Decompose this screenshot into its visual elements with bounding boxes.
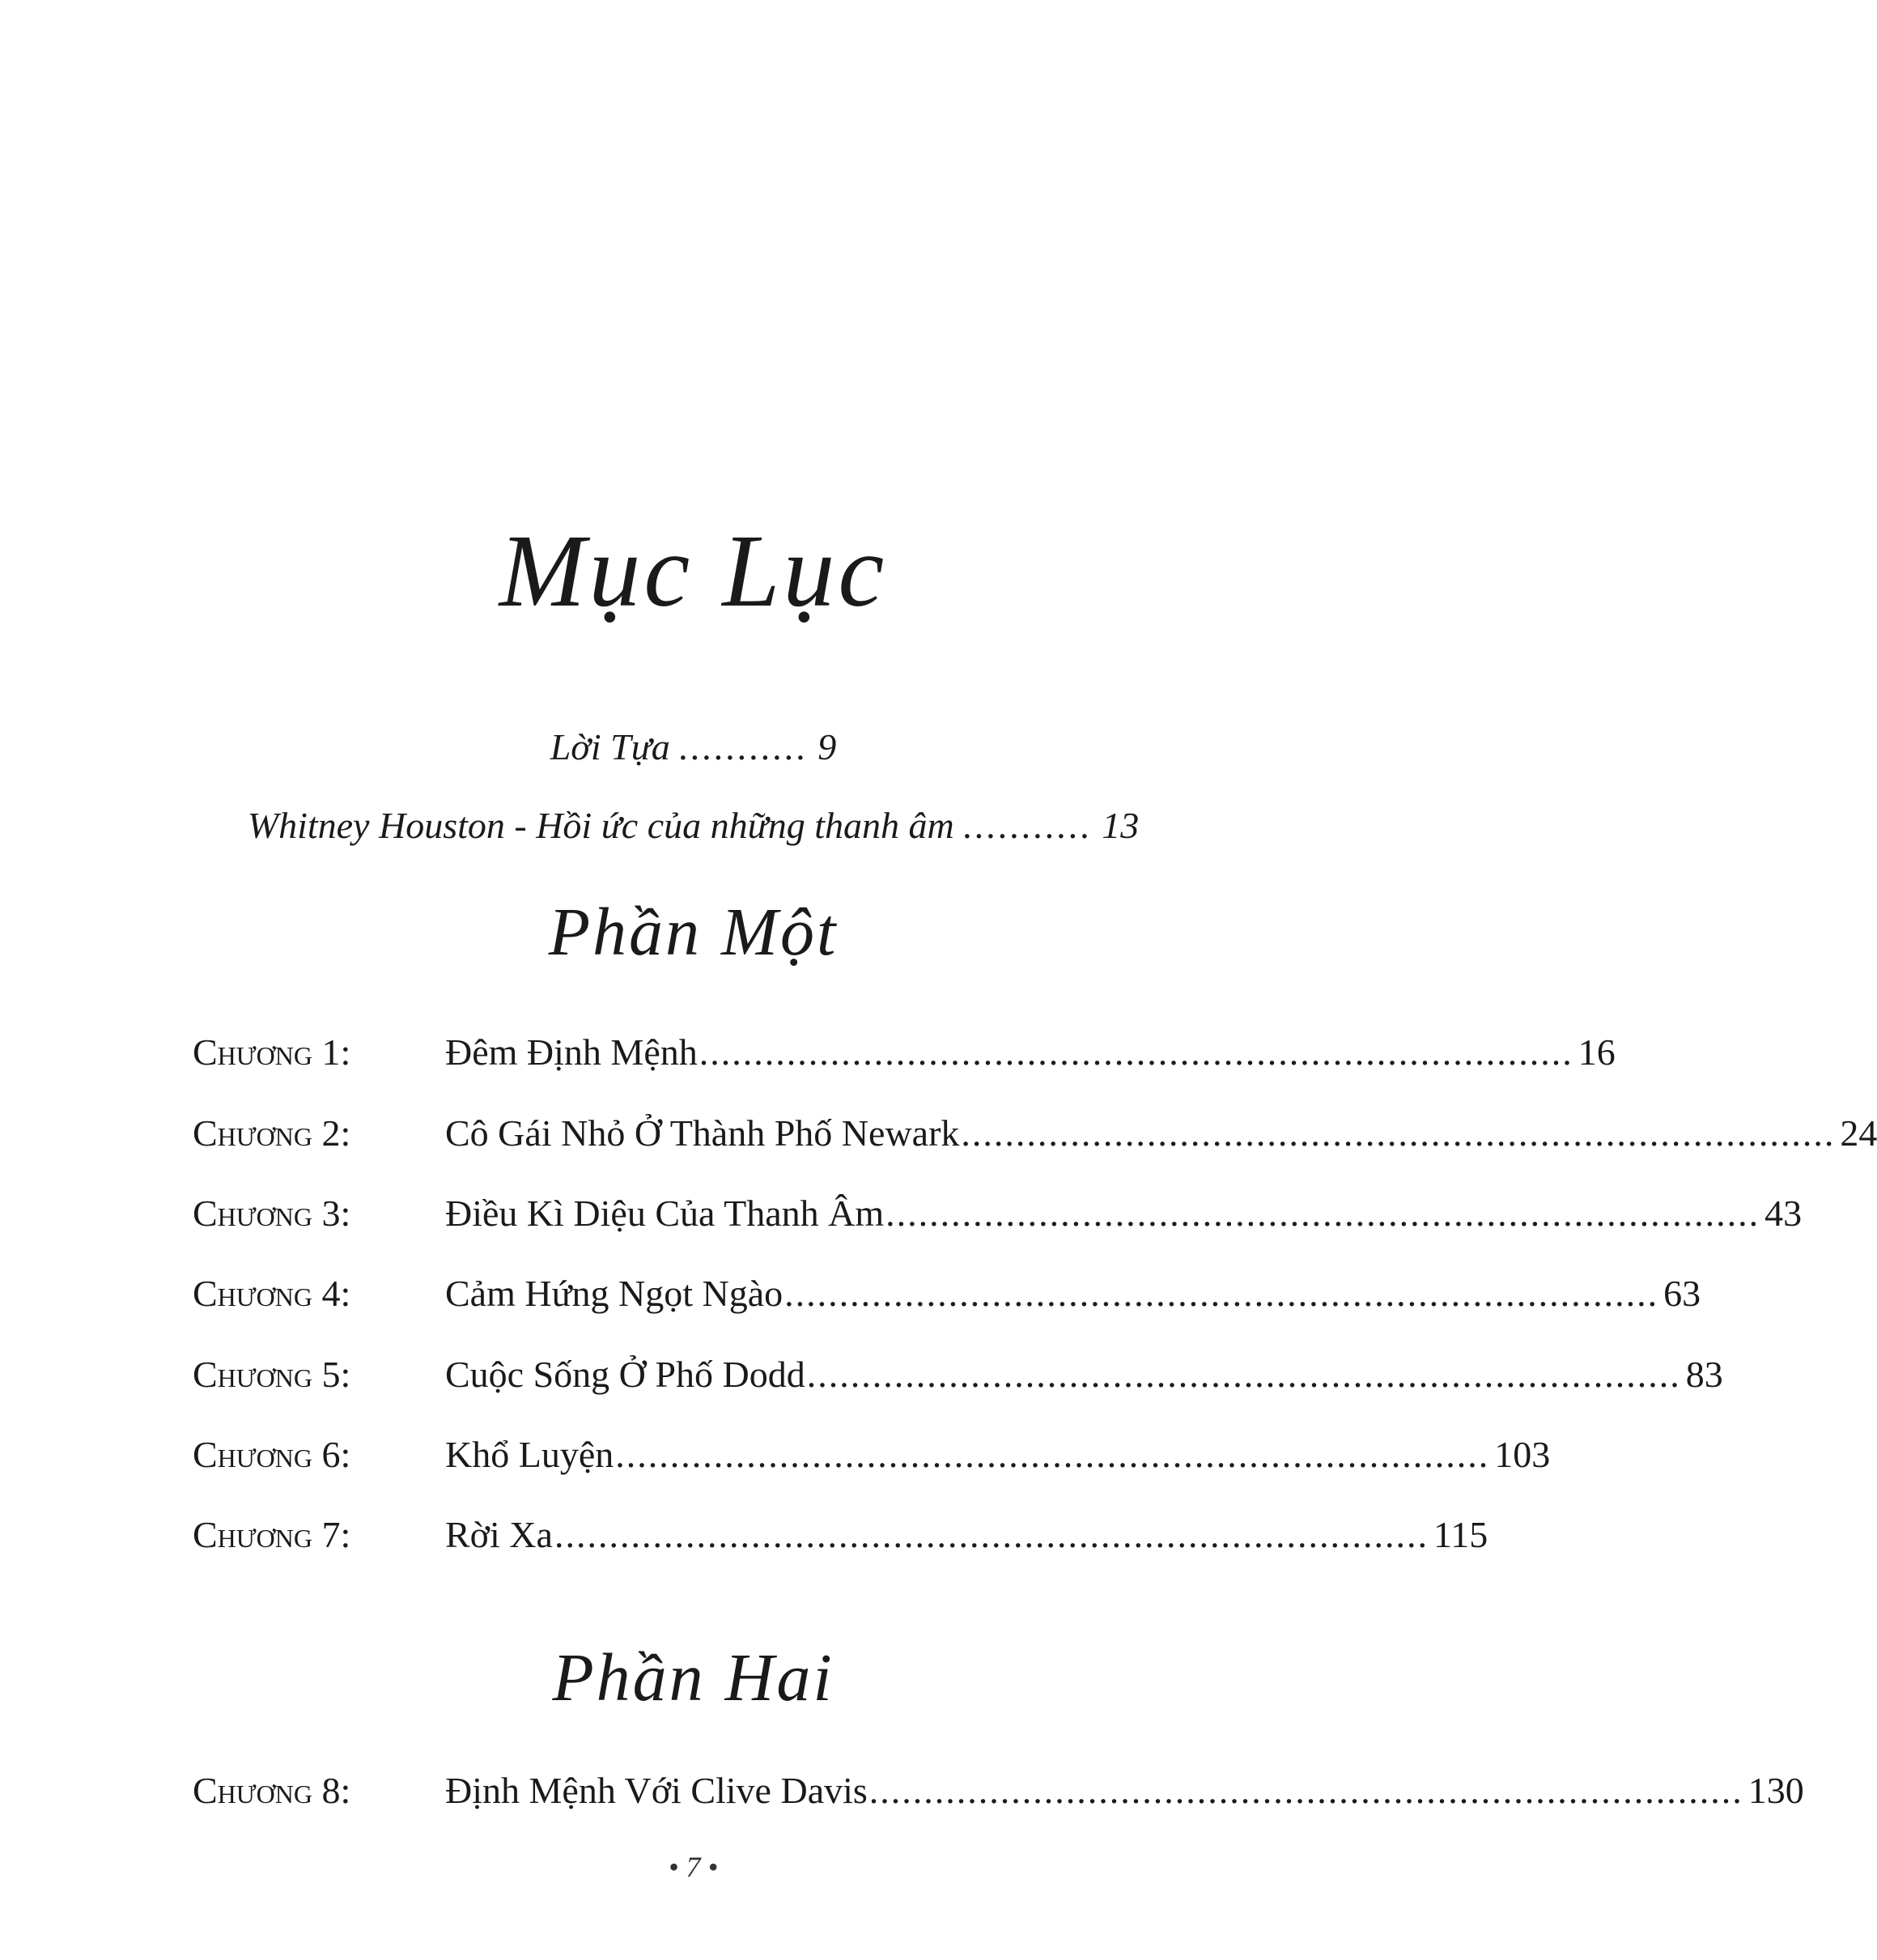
- chapter-number: Chương 1:: [193, 1031, 351, 1073]
- page-title: Mục Lục: [499, 513, 888, 628]
- dot-leader: ................................................................................: [868, 1770, 1743, 1811]
- chapter-title: Định Mệnh Với Clive Davis: [445, 1770, 868, 1811]
- chapter-title: Rời Xa: [445, 1514, 553, 1555]
- chapter-page: 115: [1433, 1514, 1488, 1555]
- chapter-page: 16: [1578, 1031, 1616, 1073]
- chapter-page: 63: [1663, 1273, 1701, 1314]
- front-matter-entry[interactable]: [0, 723, 1387, 772]
- chapter-title: Cuộc Sống Ở Phố Dodd: [445, 1354, 805, 1395]
- chapter-number: Chương 5:: [193, 1354, 351, 1395]
- dot-leader: ................................................................................: [885, 1193, 1760, 1234]
- entry-page: 9: [817, 726, 837, 767]
- front-matter-entry[interactable]: [0, 801, 1387, 850]
- dot-leader: ................................................................................: [961, 1112, 1836, 1154]
- chapter-page: 103: [1494, 1434, 1551, 1475]
- chapter-number: Chương 8:: [193, 1770, 351, 1811]
- chapter-number: Chương 3:: [193, 1193, 351, 1234]
- chapter-title: Cảm Hứng Ngọt Ngào: [445, 1273, 783, 1314]
- chapter-page: 83: [1685, 1354, 1723, 1395]
- entry-title: Lời Tựa: [550, 726, 670, 767]
- chapter-page: 24: [1840, 1112, 1877, 1154]
- chapter-row[interactable]: [193, 1349, 1723, 1401]
- chapter-title: Cô Gái Nhỏ Ở Thành Phố Newark: [445, 1112, 960, 1154]
- chapter-row[interactable]: [193, 1188, 1803, 1239]
- dot-leader: ................................................................................: [806, 1354, 1681, 1395]
- chapter-row[interactable]: [193, 1509, 1488, 1561]
- chapter-page: 43: [1764, 1193, 1803, 1234]
- chapter-row[interactable]: [193, 1268, 1701, 1320]
- dot-leader: ...........: [679, 726, 809, 767]
- chapter-number: Chương 2:: [193, 1112, 351, 1154]
- chapter-title: Khổ Luyện: [445, 1434, 614, 1475]
- part-title: Phần Một: [548, 895, 839, 970]
- dot-leader: ................................................................................: [554, 1514, 1429, 1555]
- entry-title: Whitney Houston - Hồi ức của những thanh âm: [247, 805, 954, 846]
- chapter-row[interactable]: [193, 1765, 1804, 1817]
- dot-leader: ................................................................................: [784, 1273, 1659, 1314]
- entry-page: 13: [1102, 805, 1140, 846]
- chapter-row[interactable]: [193, 1108, 1877, 1159]
- page-number: • 7 •: [668, 1851, 719, 1883]
- dot-leader: ...........: [963, 805, 1093, 846]
- chapter-title: Điều Kì Diệu Của Thanh Âm: [445, 1193, 885, 1234]
- chapter-number: Chương 7:: [193, 1514, 351, 1555]
- chapter-page: 130: [1747, 1770, 1804, 1811]
- part-title: Phần Hai: [552, 1640, 834, 1716]
- chapter-title: Đêm Định Mệnh: [445, 1031, 698, 1073]
- chapter-number: Chương 4:: [193, 1273, 351, 1314]
- dot-leader: ................................................................................: [615, 1434, 1490, 1475]
- dot-leader: ................................................................................: [699, 1031, 1573, 1073]
- chapter-row[interactable]: [193, 1027, 1616, 1078]
- chapter-row[interactable]: [193, 1429, 1551, 1481]
- chapter-number: Chương 6:: [193, 1434, 351, 1475]
